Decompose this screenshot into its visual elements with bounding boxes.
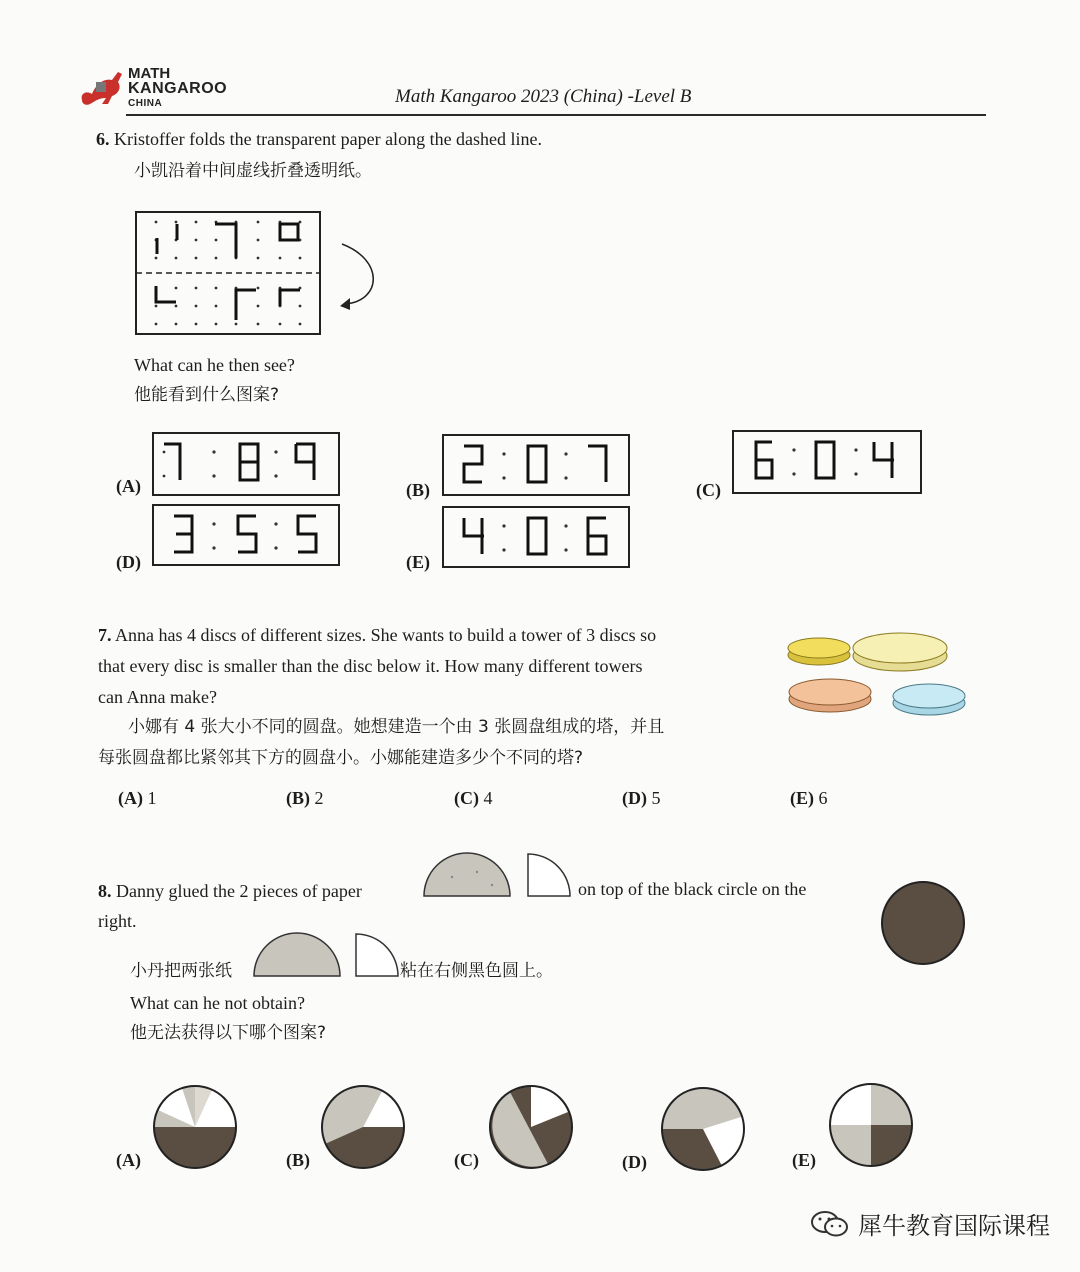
- q6-option-e-display[interactable]: [442, 506, 630, 568]
- grid-dot: [257, 239, 260, 242]
- grid-dot: [257, 287, 260, 290]
- grid-dot: [215, 287, 218, 290]
- q6-text: 6. Kristoffer folds the transparent paper along the dashed line.: [96, 129, 543, 149]
- q6-folding-paper-figure: [134, 210, 384, 338]
- q8-option-d-figure[interactable]: [660, 1086, 746, 1172]
- grid-dot: [175, 287, 178, 290]
- q6-option-b-label: (B): [406, 480, 430, 500]
- grid-dot: [175, 305, 178, 308]
- grid-dot: [195, 239, 198, 242]
- q8-option-a-figure[interactable]: [152, 1084, 238, 1170]
- watermark-text: 犀牛教育国际课程: [858, 1212, 1050, 1240]
- q6-option-c-label: (C): [696, 480, 721, 500]
- q8-semicircle-piece-zh-icon: [252, 932, 342, 978]
- grid-dot: [257, 221, 260, 224]
- grid-dot: [195, 221, 198, 224]
- q6-option-d-label: (D): [116, 552, 141, 572]
- grid-dot: [195, 257, 198, 260]
- grid-dot: [155, 257, 158, 260]
- logo-wordmark: MATH KANGAROO CHINA: [128, 65, 228, 109]
- grid-dot: [195, 323, 198, 326]
- q8-option-e-figure[interactable]: [828, 1082, 914, 1168]
- q8-option-e-label: (E): [792, 1150, 816, 1170]
- grid-dot: [299, 257, 302, 260]
- q8-question: What can he not obtain?: [130, 993, 305, 1013]
- grid-dot: [299, 305, 302, 308]
- q6-option-d-display[interactable]: [152, 504, 340, 566]
- grid-dot: [299, 323, 302, 326]
- q6-option-a-label: (A): [116, 476, 141, 496]
- q6-question-zh: 他能看到什么图案?: [134, 385, 280, 405]
- q7-option-c[interactable]: (C) 4: [454, 788, 493, 808]
- q6-question: What can he then see?: [134, 355, 295, 375]
- q8-text-zh-b: 粘在右侧黑色圆上。: [400, 961, 553, 981]
- q8-semicircle-piece-icon: [422, 852, 512, 898]
- q8-option-c-figure[interactable]: [488, 1084, 574, 1170]
- grid-dot: [257, 257, 260, 260]
- grid-dot: [155, 305, 158, 308]
- kangaroo-logo-icon: [78, 64, 126, 110]
- q8-quarter-piece-zh-icon: [354, 932, 400, 978]
- grid-dot: [175, 323, 178, 326]
- q8-option-a-label: (A): [116, 1150, 141, 1170]
- q7-option-b[interactable]: (B) 2: [286, 788, 324, 808]
- grid-dot: [235, 323, 238, 326]
- q8-option-b-label: (B): [286, 1150, 310, 1170]
- q8-text-a: 8. Danny glued the 2 pieces of paper: [98, 881, 362, 901]
- q8-option-d-label: (D): [622, 1152, 647, 1172]
- q8-question-zh: 他无法获得以下哪个图案?: [130, 1023, 327, 1043]
- q6-option-c-display[interactable]: [732, 430, 922, 494]
- svg-text:7:8:9: 7:8:9: [202, 489, 207, 491]
- q7-discs-figure: [786, 624, 972, 722]
- q6-option-b-display[interactable]: [442, 434, 630, 496]
- grid-dot: [175, 257, 178, 260]
- page-title: Math Kangaroo 2023 (China) -Level B: [395, 86, 692, 107]
- wechat-icon: [810, 1209, 850, 1239]
- q8-text-zh-a: 小丹把两张纸: [130, 961, 232, 981]
- grid-dot: [215, 323, 218, 326]
- q6-text-zh: 小凯沿着中间虚线折叠透明纸。: [134, 161, 372, 181]
- q6-option-e-label: (E): [406, 552, 430, 572]
- q8-black-circle: [880, 880, 966, 966]
- q7-option-e[interactable]: (E) 6: [790, 788, 828, 808]
- watermark: [810, 1206, 1050, 1241]
- grid-dot: [257, 323, 260, 326]
- header-divider: [126, 114, 986, 116]
- grid-dot: [215, 239, 218, 242]
- q7-option-a[interactable]: (A) 1: [118, 788, 157, 808]
- q8-text-b: on top of the black circle on the: [578, 879, 807, 899]
- q8-text-c: right.: [98, 911, 137, 931]
- q7-text-zh: 小娜有 4 张大小不同的圆盘。她想建造一个由 3 张圆盘组成的塔，并且 每张圆盘都比紧邻其下方的圆盘小。小娜能建造多少个不同的塔?: [98, 717, 665, 768]
- grid-dot: [257, 305, 260, 308]
- q8-option-c-label: (C): [454, 1150, 479, 1170]
- grid-dot: [215, 257, 218, 260]
- grid-dot: [175, 221, 178, 224]
- q7-text: 7. Anna has 4 discs of different sizes. She wants to build a tower of 3 discs so that every disc is smaller than the disc below it. How many different towers can Anna make?: [98, 625, 657, 707]
- q8-quarter-piece-icon: [526, 852, 572, 898]
- grid-dot: [195, 287, 198, 290]
- q7-option-d[interactable]: (D) 5: [622, 788, 661, 808]
- q8-option-b-figure[interactable]: [320, 1084, 406, 1170]
- grid-dot: [215, 305, 218, 308]
- grid-dot: [155, 323, 158, 326]
- grid-dot: [155, 221, 158, 224]
- grid-dot: [279, 257, 282, 260]
- q6-option-a-display[interactable]: [152, 432, 340, 496]
- grid-dot: [279, 323, 282, 326]
- grid-dot: [195, 305, 198, 308]
